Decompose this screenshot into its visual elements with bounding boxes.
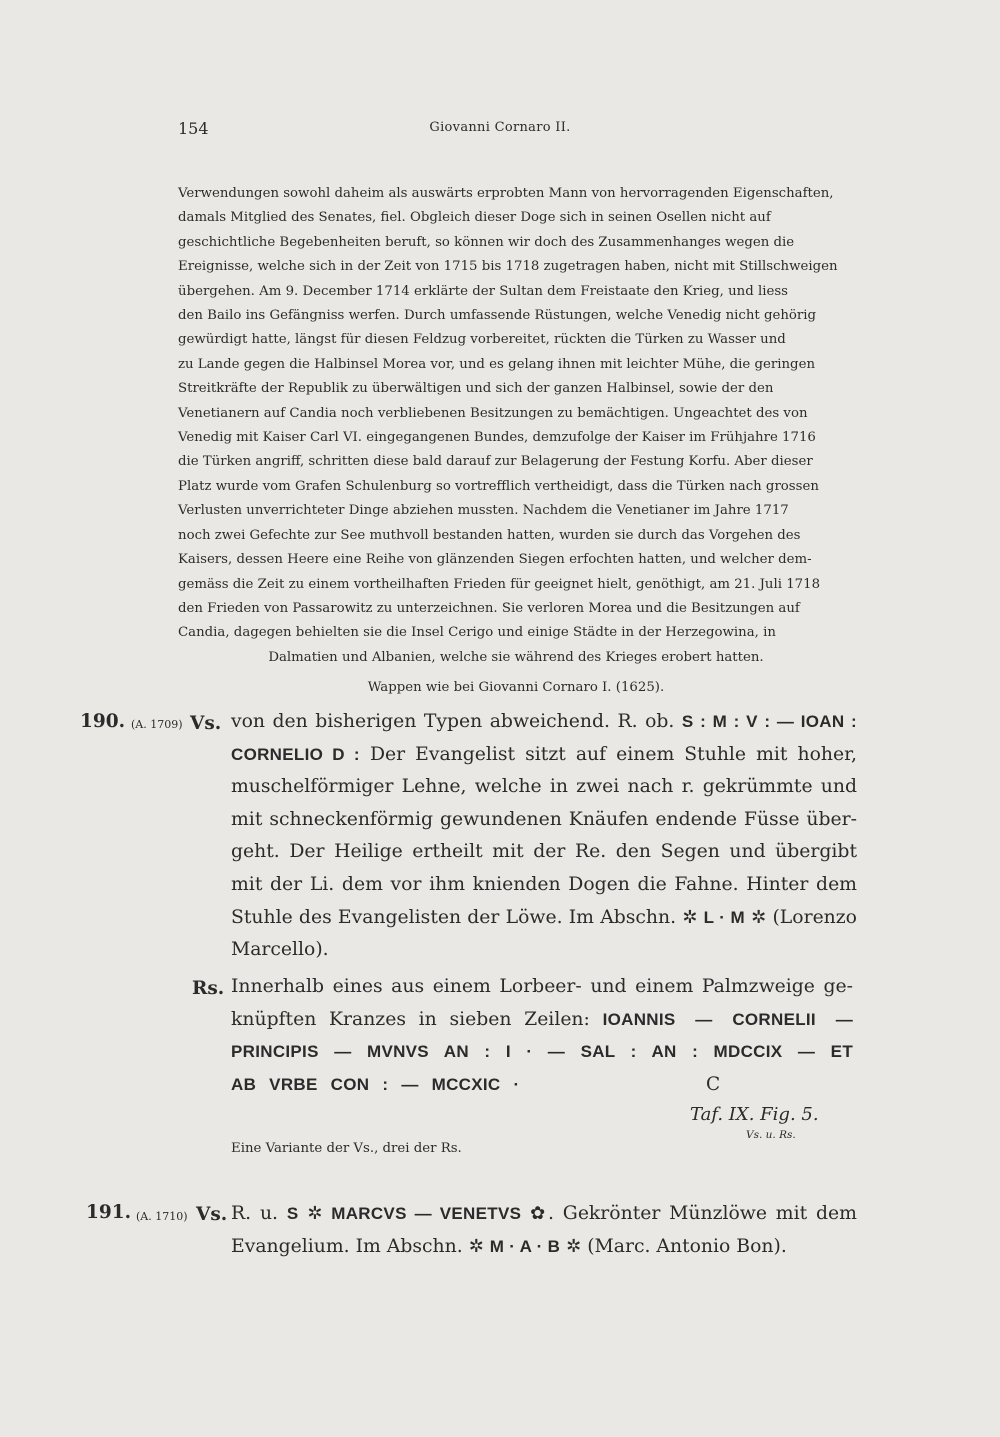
intro-line: noch zwei Gefechte zur See muthvoll bestanden hatten, wurden sie durch das Vorgehen des bbox=[178, 527, 801, 543]
entry-190-obverse bbox=[231, 706, 857, 967]
intro-line: Verwendungen sowohl daheim als auswärts erprobten Mann von hervorragenden Eigenschaften, bbox=[178, 186, 834, 201]
intro-line: Verlusten unverrichteter Dinge abziehen mussten. Nachdem die Venetianer im Jahre 1717 bbox=[178, 503, 789, 519]
intro-line: Venetianern auf Candia noch verbliebenen Besitzungen zu bemächtigen. Ungeachtet des von bbox=[178, 405, 808, 421]
intro-last-line: Dalmatien und Albanien, welche sie während des Krieges erobert hatten. bbox=[268, 649, 764, 665]
vs-text-b: . Gekrönter Münzlöwe mit dem Evangelium. Im Abschn. bbox=[231, 1203, 857, 1257]
vs-text-b: Der Evangelist sitzt auf einem Stuhle mit hoher, muschelförmiger Lehne, welche in zwei nach r. gekrümmte und mit schneckenförmig gewundenen Knäufen endende Füsse übergeht. Der Heilige ertheilt mit der Re. den Segen und übergibt mit der Li. dem vor ihm knienden Dogen die Fahne. Hinter dem Stuhle des Evangelisten der Löwe. Im Abschn. bbox=[231, 743, 857, 928]
star-icon: ✲ bbox=[682, 906, 698, 928]
intro-line: Kaisers, dessen Heere eine Reihe von glänzenden Siegen erfochten hatten, und welcher dem- bbox=[178, 552, 812, 568]
intro-line: gemäss die Zeit zu einem vortheilhaften Frieden für geeignet hielt, genöthigt, am 21. Juli 1718 bbox=[178, 576, 821, 592]
intro-line: gewürdigt hatte, längst für diesen Feldzug vorbereitet, rückten die Türken zu Wasser und bbox=[178, 332, 786, 348]
vs-text-a: von den bisherigen Typen abweichend. R. ob. bbox=[231, 711, 675, 732]
plate-sides: Vs. u. Rs. bbox=[746, 1129, 796, 1141]
intro-line: Streitkräfte der Republik zu überwältigen und sich der ganzen Halbinsel, sowie der den bbox=[178, 381, 774, 397]
entry-year-191: (A. 1710) bbox=[136, 1210, 188, 1223]
star-icon: ✲ bbox=[751, 906, 767, 928]
intro-line: zu Lande gegen die Halbinsel Morea vor, und es gelang ihnen mit leichter Mühe, die geringen bbox=[178, 356, 816, 372]
rs-text-a: Innerhalb eines aus einem Lorbeer- und einem Palmzweige geknüpften Kranzes in sieben Zeilen: bbox=[231, 976, 853, 1030]
intro-line: Platz wurde vom Grafen Schulenburg so vortrefflich vertheidigt, dass die Türken nach grossen bbox=[178, 478, 819, 494]
reverse-inscription: IOANNIS — CORNELII — PRINCIPIS — MVNVS AN : I · — SAL : AN : MDCCIX — ET AB VRBE CON : — MCCXIC · bbox=[231, 1009, 853, 1094]
intro-line: die Türken angriff, schritten diese bald darauf zur Belagerung der Festung Korfu. Aber dieser bbox=[178, 454, 813, 470]
rosette-icon: ✿ bbox=[530, 1203, 549, 1224]
star-icon: ✲ bbox=[307, 1203, 323, 1224]
entry-year-190: (A. 1709) bbox=[131, 718, 183, 731]
mintmaster-initials: M · A · B bbox=[489, 1236, 561, 1256]
vs-text-c: (Marc. Antonio Bon). bbox=[587, 1235, 787, 1257]
mark-letter: C bbox=[706, 1074, 721, 1095]
vs-label-191: Vs. bbox=[196, 1204, 228, 1225]
intro-line: damals Mitglied des Senates, fiel. Obgleich dieser Doge sich in seinen Osellen nicht auf bbox=[178, 210, 771, 226]
entry-number-191: 191. bbox=[86, 1202, 132, 1223]
intro-line: Venedig mit Kaiser Carl VI. eingegangenen Bundes, demzufolge der Kaiser im Frühjahre 1716 bbox=[178, 430, 816, 446]
entry-190-reverse bbox=[231, 971, 853, 1101]
plate-reference: Taf. IX. Fig. 5. bbox=[690, 1104, 819, 1125]
intro-line: den Frieden von Passarowitz zu unterzeichnen. Sie verloren Morea und die Besitzungen auf bbox=[178, 600, 800, 616]
intro-line: geschichtliche Begebenheiten beruft, so können wir doch des Zusammenhanges wegen die bbox=[178, 234, 795, 250]
running-title: Giovanni Cornaro II. bbox=[429, 120, 571, 135]
intro-line: Candia, dagegen behielten sie die Insel Cerigo und einige Städte in der Herzegowina, in bbox=[178, 625, 776, 641]
inscription-1: S bbox=[286, 1204, 299, 1223]
vs-text-c: (Lorenzo Marcello). bbox=[231, 906, 857, 961]
vs-text-a: R. u. bbox=[231, 1203, 279, 1224]
intro-line: übergehen. Am 9. December 1714 erklärte der Sultan dem Freistaate den Krieg, und liess bbox=[178, 283, 788, 299]
inscription-1: S : M : V : — IOAN : bbox=[681, 712, 857, 731]
intro-line: Ereignisse, welche sich in der Zeit von 1715 bis 1718 zugetragen haben, nicht mit Stillschweigen bbox=[178, 259, 838, 275]
intro-line: den Bailo ins Gefängniss werfen. Durch umfassende Rüstungen, welche Venedig nicht gehörig bbox=[178, 308, 817, 324]
vs-label-190: Vs. bbox=[190, 713, 222, 734]
inscription-2: MARCVS — VENETVS bbox=[331, 1204, 522, 1223]
mintmaster-initials: L · M bbox=[703, 907, 745, 927]
entry-number-190: 190. bbox=[80, 711, 126, 732]
inscription-2: CORNELIO D : bbox=[231, 744, 360, 764]
star-icon: ✲ bbox=[468, 1235, 484, 1257]
intro-text bbox=[178, 182, 854, 701]
rs-label-190: Rs. bbox=[192, 978, 225, 999]
star-icon: ✲ bbox=[566, 1235, 582, 1257]
entry-191-obverse bbox=[231, 1198, 857, 1263]
variant-note: Eine Variante der Vs., drei der Rs. bbox=[231, 1141, 462, 1156]
wappen-note: Wappen wie bei Giovanni Cornaro I. (1625). bbox=[367, 680, 665, 696]
page-number: 154 bbox=[178, 119, 209, 138]
